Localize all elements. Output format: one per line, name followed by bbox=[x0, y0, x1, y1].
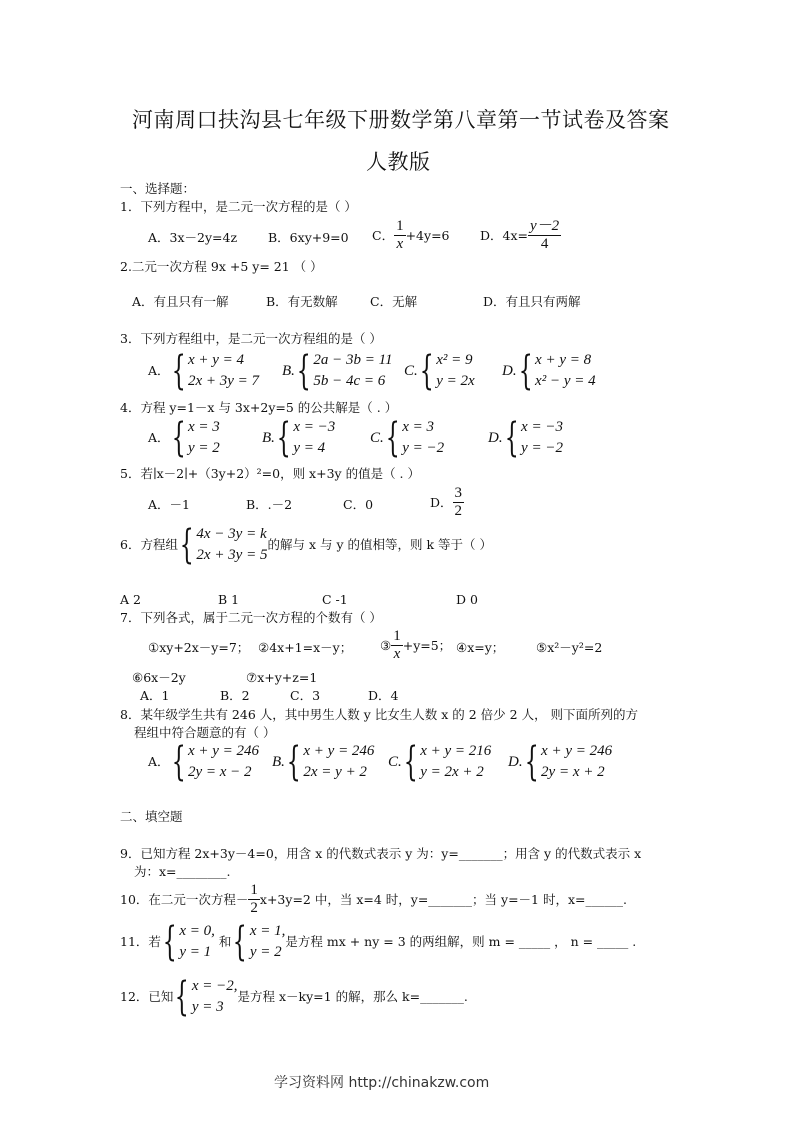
q8-option-c bbox=[388, 741, 491, 783]
q8-b-eq1: x + y = 246 bbox=[303, 743, 375, 759]
question-10 bbox=[120, 882, 627, 917]
q8-d-system: { x + y = 246 2y = x + 2 bbox=[524, 739, 613, 785]
question-8-stem-line2: 程组中符合题意的有（ ） bbox=[134, 725, 276, 740]
q8-b-system: { x + y = 246 2x = y + 2 bbox=[286, 739, 375, 785]
q6-option-d: D 0 bbox=[456, 592, 478, 607]
q5-option-c: C．0 bbox=[343, 497, 374, 512]
q3-c-eq1: x² = 9 bbox=[436, 352, 473, 368]
q4-b-label: B. bbox=[262, 430, 275, 446]
question-1-stem: 1．下列方程中，是二元一次方程的是（ ） bbox=[120, 199, 357, 214]
q11-suffix: 是方程 mx + ny = 3 的两组解，则 m = _____ ， n = _____ . bbox=[285, 934, 637, 949]
q1-option-a: A．3x－2y=4z bbox=[148, 230, 238, 245]
q3-c-system: { x² = 9 y = 2x bbox=[419, 348, 475, 394]
question-9-line1: 9．已知方程 2x+3y－4=0，用含 x 的代数式表示 y 为：y=_______；用含 y 的代数式表示 x bbox=[120, 846, 642, 861]
q12-eq1: x = −2, bbox=[191, 978, 238, 994]
q1-d-numerator: y－2 bbox=[530, 218, 560, 234]
q11-s2-eq1: x = 1, bbox=[249, 923, 286, 939]
q1-c-denominator: x bbox=[396, 236, 404, 252]
q11-system-2: { x = 1, y = 2 bbox=[233, 919, 286, 965]
question-7-stem: 7．下列各式，属于二元一次方程的个数有（ ） bbox=[120, 610, 382, 625]
q10-suffix: x+3y=2 中，当 x=4 时，y=_______；当 y=－1 时，x=______. bbox=[259, 891, 627, 907]
q8-option-b bbox=[272, 741, 374, 783]
q1-d-fraction bbox=[528, 218, 561, 253]
q8-a-label: A． bbox=[148, 754, 170, 769]
q4-a-label: A． bbox=[148, 430, 170, 445]
q6-prefix: 6．方程组 bbox=[120, 537, 178, 552]
q4-option-a bbox=[148, 417, 220, 459]
q6-eq2: 2x + 3y = 5 bbox=[196, 547, 268, 563]
q5-d-denominator: 2 bbox=[454, 503, 463, 519]
q8-d-label: D. bbox=[508, 754, 523, 770]
q4-c-eq2: y = −2 bbox=[402, 440, 445, 456]
q2-option-b: B．有无数解 bbox=[266, 294, 338, 309]
q11-s1-eq1: x = 0, bbox=[179, 923, 215, 939]
q3-option-d bbox=[502, 350, 596, 392]
q11-s1-eq2: y = 1 bbox=[179, 944, 212, 960]
q1-c-rest: +4y=6 bbox=[405, 227, 450, 243]
question-4-stem: 4．方程 y=1－x 与 3x+2y=5 的公共解是（ . ） bbox=[120, 400, 398, 415]
q5-option-a: A．－1 bbox=[148, 497, 190, 512]
q3-a-eq1: x + y = 4 bbox=[187, 352, 245, 368]
q7-item-4: ④x=y； bbox=[456, 640, 505, 655]
q3-d-system: { x + y = 8 x² − y = 4 bbox=[518, 348, 596, 394]
q1-c-numerator: 1 bbox=[396, 218, 404, 234]
question-2-stem: 2.二元一次方程 9x +5 y= 21 （ ） bbox=[120, 259, 323, 274]
q1-c-fraction bbox=[394, 218, 406, 253]
q7-item-2: ②4x+1=x－y； bbox=[258, 640, 353, 655]
q2-option-a: A．有且只有一解 bbox=[132, 294, 229, 309]
q6-suffix: 的解与 x 与 y 的值相等，则 k 等于（ ） bbox=[267, 537, 492, 552]
question-12 bbox=[120, 976, 468, 1018]
q7-option-c: C．3 bbox=[290, 688, 321, 703]
q4-b-eq1: x = −3 bbox=[293, 419, 336, 435]
q10-numerator: 1 bbox=[250, 882, 258, 898]
q4-a-system: { x = 3 y = 2 bbox=[171, 415, 220, 461]
q6-system: { 4x − 3y = k 2x + 3y = 5 bbox=[179, 522, 268, 568]
q7-item-5: ⑤x²－y²=2 bbox=[536, 640, 603, 655]
q8-c-system: { x + y = 216 y = 2x + 2 bbox=[403, 739, 492, 785]
q10-fraction bbox=[248, 882, 260, 917]
q8-d-eq2: 2y = x + 2 bbox=[541, 764, 605, 780]
q7-item-3-numerator: 1 bbox=[393, 628, 401, 644]
q4-option-d bbox=[488, 417, 563, 459]
q4-c-eq1: x = 3 bbox=[402, 419, 434, 435]
q6-option-b: B 1 bbox=[218, 592, 240, 607]
q12-suffix: 是方程 x－ky=1 的解，那么 k=_______. bbox=[237, 989, 468, 1004]
q3-option-a bbox=[148, 350, 259, 392]
question-3-stem: 3．下列方程组中，是二元一次方程组的是（ ） bbox=[120, 331, 382, 346]
q7-item-3-fraction bbox=[391, 628, 403, 663]
q3-c-label: C. bbox=[404, 363, 418, 379]
q3-b-eq2: 5b − 4c = 6 bbox=[313, 373, 386, 389]
q4-d-eq1: x = −3 bbox=[521, 419, 563, 435]
page-subtitle: 人教版 bbox=[366, 150, 431, 174]
q1-d-denominator: 4 bbox=[540, 236, 549, 252]
q11-system-1: { x = 0, y = 1 bbox=[162, 919, 215, 965]
q3-d-eq2: x² − y = 4 bbox=[535, 373, 596, 389]
question-11 bbox=[120, 921, 636, 963]
q7-item-3 bbox=[380, 628, 451, 663]
q12-prefix: 12．已知 bbox=[120, 989, 174, 1004]
q1-d-label: D．4x= bbox=[480, 227, 528, 243]
q5-option-b: B．.－2 bbox=[246, 497, 293, 512]
q5-d-numerator: 3 bbox=[454, 485, 463, 501]
q7-item-1: ①xy+2x－y=7； bbox=[148, 640, 250, 655]
q8-c-eq2: y = 2x + 2 bbox=[420, 764, 484, 780]
q3-b-eq1: 2a − 3b = 11 bbox=[313, 352, 393, 368]
q4-a-eq2: y = 2 bbox=[187, 440, 220, 456]
q4-d-system: { x = −3 y = −2 bbox=[504, 415, 563, 461]
q7-item-3-rest: +y=5； bbox=[402, 637, 452, 653]
q3-b-system: { 2a − 3b = 11 5b − 4c = 6 bbox=[296, 348, 393, 394]
q1-c-label: C． bbox=[372, 227, 395, 243]
q3-d-label: D. bbox=[502, 363, 517, 379]
q7-item-3-label: ③ bbox=[380, 637, 392, 653]
q4-option-b bbox=[262, 417, 335, 459]
q2-option-d: D．有且只有两解 bbox=[483, 294, 581, 309]
q5-option-d bbox=[430, 485, 464, 520]
q4-c-system: { x = 3 y = −2 bbox=[385, 415, 445, 461]
q7-item-3-denominator: x bbox=[393, 646, 401, 662]
q8-a-eq1: x + y = 246 bbox=[187, 743, 260, 759]
q5-d-fraction bbox=[453, 485, 465, 520]
q11-prefix: 11．若 bbox=[120, 934, 161, 949]
q4-a-eq1: x = 3 bbox=[187, 419, 220, 435]
q10-prefix: 10．在二元一次方程－ bbox=[120, 891, 249, 907]
q1-option-c bbox=[372, 218, 450, 253]
q12-eq2: y = 3 bbox=[191, 999, 224, 1015]
q2-option-c: C．无解 bbox=[370, 294, 418, 309]
q3-d-eq1: x + y = 8 bbox=[535, 352, 592, 368]
q6-option-c: C -1 bbox=[322, 592, 348, 607]
q8-a-eq2: 2y = x − 2 bbox=[187, 764, 252, 780]
q6-eq1: 4x − 3y = k bbox=[196, 526, 267, 542]
q1-option-b: B．6xy+9=0 bbox=[268, 230, 349, 245]
question-6-stem bbox=[120, 524, 492, 566]
q3-a-eq2: 2x + 3y = 7 bbox=[187, 373, 260, 389]
q3-b-label: B. bbox=[282, 363, 295, 379]
q8-c-eq1: x + y = 216 bbox=[420, 743, 492, 759]
q3-a-label: A． bbox=[148, 363, 170, 378]
q7-option-b: B．2 bbox=[220, 688, 250, 703]
q7-option-d: D．4 bbox=[368, 688, 399, 703]
q8-d-eq1: x + y = 246 bbox=[541, 743, 613, 759]
q8-option-d bbox=[508, 741, 612, 783]
q3-c-eq2: y = 2x bbox=[436, 373, 475, 389]
question-5-stem: 5．若∣x－2∣+（3y+2）²=0，则 x+3y 的值是（ . ） bbox=[120, 466, 420, 481]
section-heading-choice: 一、选择题： bbox=[120, 181, 196, 196]
q8-a-system: { x + y = 246 2y = x − 2 bbox=[171, 739, 260, 785]
q12-system: { x = −2, y = 3 bbox=[175, 974, 238, 1020]
q4-option-c bbox=[370, 417, 444, 459]
page-title: 河南周口扶沟县七年级下册数学第八章第一节试卷及答案 bbox=[132, 108, 670, 132]
q5-d-label: D． bbox=[430, 494, 453, 510]
q11-s2-eq2: y = 2 bbox=[249, 944, 282, 960]
q4-b-eq2: y = 4 bbox=[293, 440, 326, 456]
q8-b-label: B. bbox=[272, 754, 285, 770]
q11-and: 和 bbox=[218, 934, 232, 949]
q1-option-d bbox=[480, 218, 561, 253]
q7-option-a: A．1 bbox=[140, 688, 170, 703]
q10-denominator: 2 bbox=[250, 900, 258, 916]
question-8-stem-line1: 8．某年级学生共有 246 人，其中男生人数 y 比女生人数 x 的 2 倍少 2 人， 则下面所列的方 bbox=[120, 707, 639, 722]
q8-b-eq2: 2x = y + 2 bbox=[303, 764, 367, 780]
q6-option-a: A 2 bbox=[120, 592, 141, 607]
q3-option-c bbox=[404, 350, 475, 392]
section-heading-fill: 二、填空题 bbox=[120, 809, 183, 824]
footer-source: 学习资料网 http://chinakzw.com bbox=[274, 1075, 490, 1091]
q4-d-eq2: y = −2 bbox=[521, 440, 563, 456]
q8-option-a bbox=[148, 741, 259, 783]
q7-item-7: ⑦x+y+z=1 bbox=[246, 670, 318, 685]
q4-b-system: { x = −3 y = 4 bbox=[276, 415, 336, 461]
q8-c-label: C. bbox=[388, 754, 402, 770]
q4-d-label: D. bbox=[488, 430, 503, 446]
q3-option-b bbox=[282, 350, 393, 392]
q4-c-label: C. bbox=[370, 430, 384, 446]
question-9-line2: 为：x=________. bbox=[134, 864, 231, 879]
q7-item-6: ⑥6x－2y bbox=[132, 670, 186, 685]
q3-a-system: { x + y = 4 2x + 3y = 7 bbox=[171, 348, 260, 394]
